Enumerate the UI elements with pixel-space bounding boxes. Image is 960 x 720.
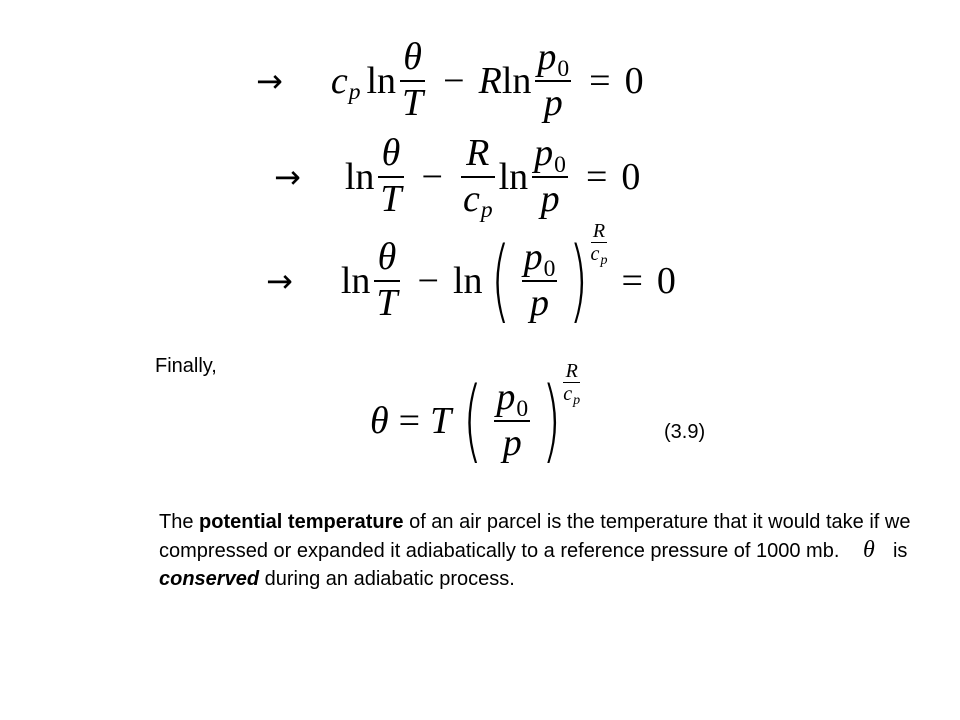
definition-paragraph: The potential temperature of an air parcel is the temperature that it would take if we compressed or expanded it adiabatically to a reference pressure of 1000 mb. θ is conserved during an adiabatic process.	[159, 511, 911, 590]
equals-sign: =	[621, 259, 643, 302]
term-potential-temperature: potential temperature	[199, 511, 404, 533]
theta-symbol: θ	[370, 399, 389, 442]
minus-sign: −	[443, 59, 465, 102]
p0-over-p: $\frac{p0}{p}$	[534, 132, 566, 220]
cp-symbol: cp	[330, 59, 361, 106]
p0-over-p: $\frac{p0}{p}$	[496, 376, 529, 464]
theta-symbol: θ	[863, 537, 875, 563]
right-paren: )	[542, 368, 562, 474]
equation-number: (3.9)	[664, 421, 706, 443]
ln-operator: ln	[452, 259, 483, 302]
implies-arrow: →	[256, 61, 283, 100]
theta-over-T: $\frac{\theta}{T}$	[380, 132, 402, 220]
equation-1	[256, 38, 644, 124]
theta-over-T: $\frac{\theta}{T}$	[376, 236, 398, 324]
equation-3	[266, 220, 676, 334]
ln-operator: ln	[344, 155, 375, 198]
minus-sign: −	[421, 155, 443, 198]
ln-operator: ln	[498, 155, 529, 198]
left-paren: (	[490, 228, 510, 334]
equals-sign: =	[589, 59, 611, 102]
gas-constant: R	[478, 59, 502, 102]
term-conserved: conserved	[159, 568, 260, 590]
right-paren: )	[569, 228, 589, 334]
final-equation	[370, 360, 581, 474]
zero: 0	[624, 59, 644, 102]
p0-over-p: $\frac{p0}{p}$	[537, 36, 570, 124]
zero: 0	[656, 259, 676, 302]
temperature-symbol: T	[430, 399, 452, 442]
R-over-cp: $\frac{R}{cp}$	[462, 132, 493, 224]
equals-sign: =	[398, 399, 421, 442]
zero: 0	[621, 155, 641, 198]
exponent-R-over-cp: R cp	[563, 360, 581, 408]
ln-operator: ln	[366, 59, 397, 102]
ln-operator: ln	[340, 259, 371, 302]
finally-label: Finally,	[155, 355, 217, 377]
equation-2	[274, 132, 641, 224]
p0-over-p: $\frac{p0}{p}$	[523, 236, 556, 324]
implies-arrow: →	[266, 261, 293, 300]
ln-operator: ln	[501, 59, 532, 102]
minus-sign: −	[417, 259, 439, 302]
exponent-R-over-cp: R cp	[590, 220, 608, 268]
theta-over-T: $\frac{\theta}{T}$	[402, 36, 424, 124]
equals-sign: =	[585, 155, 608, 198]
left-paren: (	[463, 368, 483, 474]
implies-arrow: →	[274, 157, 301, 196]
